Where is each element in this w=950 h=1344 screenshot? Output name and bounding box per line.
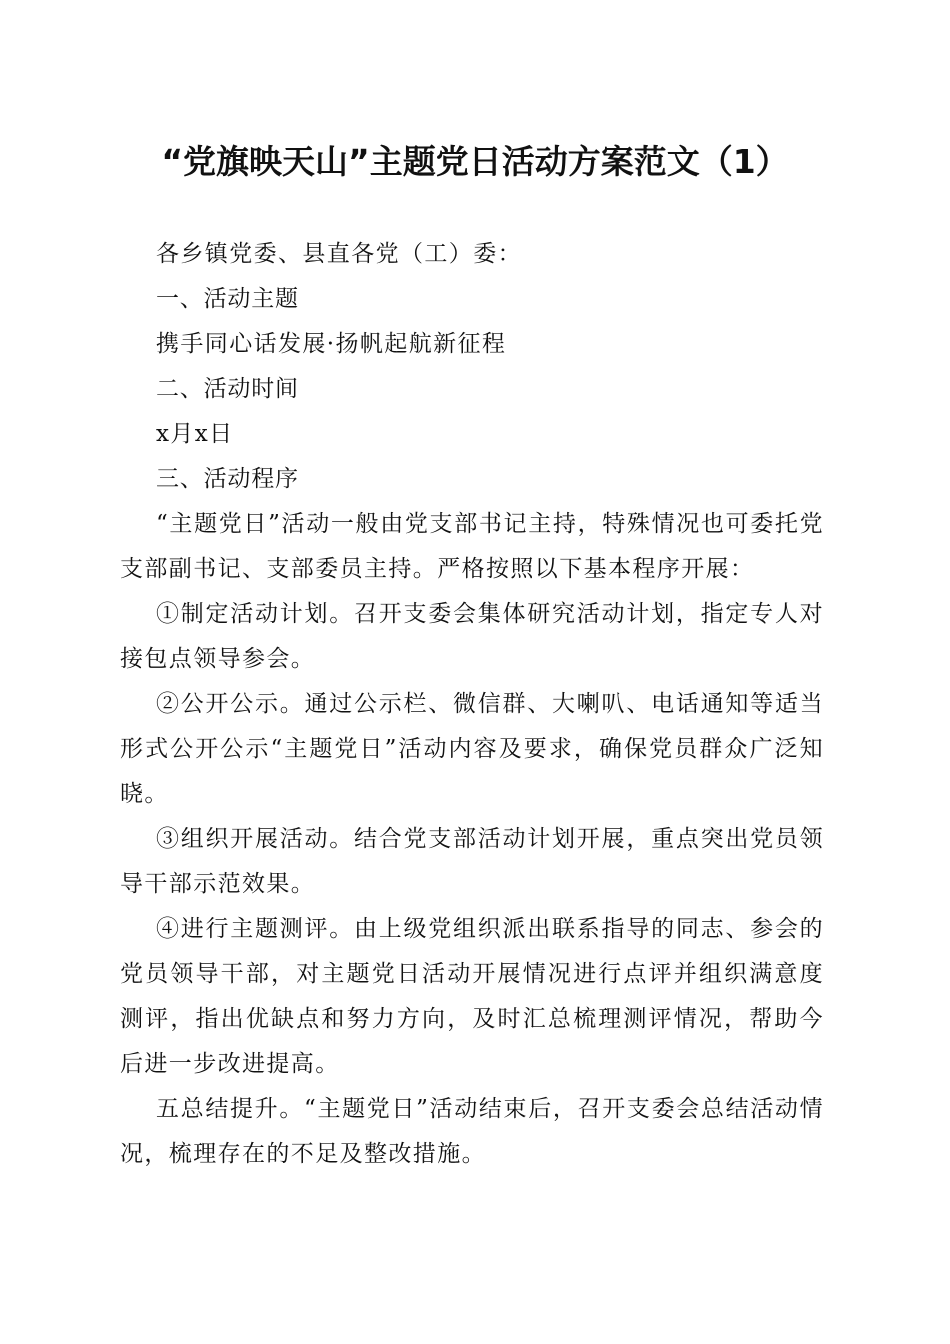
- procedure-step-4: ④进行主题测评。由上级党组织派出联系指导的同志、参会的党员领导干部，对主题党日活动开展情况进行点评并组织满意度测评，指出优缺点和努力方向，及时汇总梳理测评情况，帮助今后进一步改进提高。: [120, 916, 824, 1077]
- section-text-theme: 携手同心话发展·扬帆起航新征程: [156, 331, 507, 357]
- section-text-time: x月x日: [156, 421, 234, 447]
- procedure-step-3: ③组织开展活动。结合党支部活动计划开展，重点突出党员领导干部示范效果。: [120, 826, 824, 897]
- section-heading-procedure: 三、活动程序: [156, 466, 299, 492]
- section-heading-theme: 一、活动主题: [156, 286, 299, 312]
- procedure-step-5: 五总结提升。“主题党日”活动结束后，召开支委会总结活动情况，梳理存在的不足及整改措施。: [120, 1096, 824, 1167]
- procedure-step-2: ②公开公示。通过公示栏、微信群、大喇叭、电话通知等适当形式公开公示“主题党日”活动内容及要求，确保党员群众广泛知晓。: [120, 691, 824, 807]
- procedure-intro-paragraph: “主题党日”活动一般由党支部书记主持，特殊情况也可委托党支部副书记、支部委员主持。严格按照以下基本程序开展：: [120, 511, 824, 582]
- document-title: “党旗映天山”主题党日活动方案范文（1）: [161, 142, 789, 181]
- procedure-step-1: ①制定活动计划。召开支委会集体研究活动计划，指定专人对接包点领导参会。: [120, 601, 824, 672]
- document-body: [120, 232, 824, 1177]
- section-heading-time: 二、活动时间: [156, 376, 299, 402]
- addressee-line: 各乡镇党委、县直各党（工）委：: [156, 241, 522, 267]
